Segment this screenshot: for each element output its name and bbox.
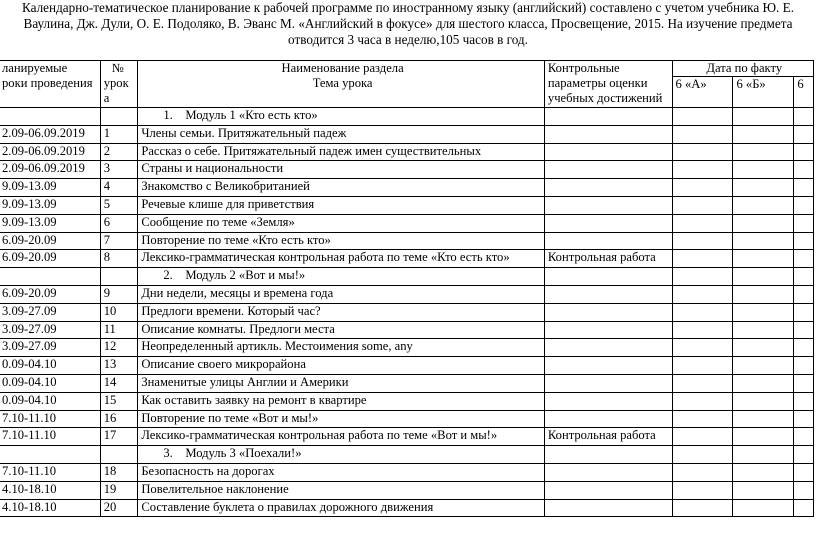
topic-cell: Описание комнаты. Предлоги места	[138, 321, 545, 339]
lesson-number-cell: 13	[100, 357, 138, 375]
lesson-number-cell: 2	[100, 143, 138, 161]
class-6b-cell	[733, 250, 794, 268]
module-row	[0, 446, 814, 464]
control-cell	[544, 143, 672, 161]
table-row	[0, 499, 814, 517]
control-cell	[544, 446, 672, 464]
topic-cell: Лексико-грамматическая контрольная работа по теме «Вот и мы!»	[138, 428, 545, 446]
class-6b-cell	[733, 268, 794, 286]
date-cell: 9.09-13.09	[0, 179, 100, 197]
lesson-plan-table	[0, 60, 814, 517]
topic-cell: Речевые клише для приветствия	[138, 196, 545, 214]
class-6c-cell	[794, 179, 814, 197]
control-cell	[544, 374, 672, 392]
date-cell: 0.09-04.10	[0, 374, 100, 392]
lesson-number-cell: 20	[100, 499, 138, 517]
control-cell	[544, 196, 672, 214]
class-6b-cell	[733, 179, 794, 197]
table-row	[0, 339, 814, 357]
class-6a-cell	[672, 143, 733, 161]
class-6a-cell	[672, 268, 733, 286]
lesson-number-cell: 16	[100, 410, 138, 428]
date-cell	[0, 446, 100, 464]
class-6c-cell	[794, 143, 814, 161]
date-cell: 6.09-20.09	[0, 285, 100, 303]
table-row	[0, 285, 814, 303]
class-6c-cell	[794, 250, 814, 268]
class-6b-cell	[733, 446, 794, 464]
class-6c-cell	[794, 410, 814, 428]
class-6c-cell	[794, 125, 814, 143]
topic-cell: Знаменитые улицы Англии и Америки	[138, 374, 545, 392]
class-6a-cell	[672, 250, 733, 268]
class-6c-cell	[794, 214, 814, 232]
class-6c-cell	[794, 285, 814, 303]
class-6a-cell	[672, 196, 733, 214]
class-6a-cell	[672, 285, 733, 303]
table-row	[0, 125, 814, 143]
topic-cell: Повторение по теме «Вот и мы!»	[138, 410, 545, 428]
topic-cell: Как оставить заявку на ремонт в квартире	[138, 392, 545, 410]
topic-cell: Рассказ о себе. Притяжательный падеж имен существительных	[138, 143, 545, 161]
date-cell	[0, 108, 100, 126]
lesson-number-cell: 5	[100, 196, 138, 214]
class-6a-cell	[672, 303, 733, 321]
date-cell	[0, 268, 100, 286]
date-cell: 6.09-20.09	[0, 232, 100, 250]
class-6c-cell	[794, 481, 814, 499]
table-row	[0, 232, 814, 250]
class-6c-cell	[794, 357, 814, 375]
module-title-cell	[138, 108, 545, 126]
topic-cell: Предлоги времени. Который час?	[138, 303, 545, 321]
class-6c-cell	[794, 499, 814, 517]
class-6c-cell	[794, 339, 814, 357]
class-6a-cell	[672, 499, 733, 517]
lesson-number-cell: 11	[100, 321, 138, 339]
control-cell: Контрольная работа	[544, 428, 672, 446]
class-6c-cell	[794, 446, 814, 464]
date-cell: 6.09-20.09	[0, 250, 100, 268]
module-title: Модуль 2 «Вот и мы!»	[185, 268, 306, 283]
table-row	[0, 321, 814, 339]
lesson-number-cell: 17	[100, 428, 138, 446]
topic-cell: Составление буклета о правилах дорожного движения	[138, 499, 545, 517]
lesson-number-cell: 7	[100, 232, 138, 250]
lesson-number-cell: 9	[100, 285, 138, 303]
class-6a-cell	[672, 357, 733, 375]
class-6a-cell	[672, 161, 733, 179]
control-cell	[544, 463, 672, 481]
table-row	[0, 463, 814, 481]
topic-cell: Знакомство с Великобританией	[138, 179, 545, 197]
lesson-number-cell: 4	[100, 179, 138, 197]
date-cell: 4.10-18.10	[0, 499, 100, 517]
module-title: Модуль 3 «Поехали!»	[185, 446, 302, 461]
class-6a-cell	[672, 214, 733, 232]
topic-cell: Безопасность на дорогах	[138, 463, 545, 481]
class-6c-cell	[794, 321, 814, 339]
class-6b-cell	[733, 392, 794, 410]
topic-cell: Описание своего микрорайона	[138, 357, 545, 375]
class-6c-cell	[794, 196, 814, 214]
lesson-number-cell: 15	[100, 392, 138, 410]
class-6a-cell	[672, 125, 733, 143]
date-cell: 7.10-11.10	[0, 410, 100, 428]
control-cell	[544, 285, 672, 303]
lesson-number-cell: 14	[100, 374, 138, 392]
module-row	[0, 268, 814, 286]
class-6b-cell	[733, 463, 794, 481]
class-6b-cell	[733, 214, 794, 232]
topic-cell: Неопределенный артикль. Местоимения some, any	[138, 339, 545, 357]
lesson-number-cell: 10	[100, 303, 138, 321]
class-6b-cell	[733, 321, 794, 339]
table-row	[0, 214, 814, 232]
module-row	[0, 108, 814, 126]
header-line-2: Ваулина, Дж. Дули, О. Е. Подоляко, В. Эванс М. «Английский в фокусе» для шестого класса, Просвещение, 2015. На изучение предмета	[23, 16, 793, 31]
class-6b-cell	[733, 303, 794, 321]
module-title: Модуль 1 «Кто есть кто»	[185, 108, 318, 122]
lesson-number-cell: 19	[100, 481, 138, 499]
class-6b-cell	[733, 374, 794, 392]
control-cell	[544, 481, 672, 499]
class-6b-cell	[733, 125, 794, 143]
topic-cell: Лексико-грамматическая контрольная работа по теме «Кто есть кто»	[138, 250, 545, 268]
class-6a-cell	[672, 446, 733, 464]
module-title-cell	[138, 446, 545, 464]
table-header-row-1	[0, 61, 814, 77]
document-header	[0, 0, 816, 48]
class-6a-cell	[672, 108, 733, 126]
date-cell: 0.09-04.10	[0, 392, 100, 410]
class-6b-cell	[733, 196, 794, 214]
class-6a-cell	[672, 339, 733, 357]
header-class-6c: 6	[794, 77, 814, 108]
class-6a-cell	[672, 179, 733, 197]
control-cell	[544, 161, 672, 179]
date-cell: 7.10-11.10	[0, 463, 100, 481]
class-6a-cell	[672, 410, 733, 428]
control-cell	[544, 125, 672, 143]
class-6b-cell	[733, 161, 794, 179]
class-6b-cell	[733, 428, 794, 446]
module-title-cell	[138, 268, 545, 286]
class-6a-cell	[672, 232, 733, 250]
class-6b-cell	[733, 410, 794, 428]
header-line-3: отводится 3 часа в неделю,105 часов в год.	[288, 32, 528, 47]
table-row	[0, 143, 814, 161]
class-6c-cell	[794, 463, 814, 481]
control-cell	[544, 268, 672, 286]
class-6b-cell	[733, 232, 794, 250]
class-6a-cell	[672, 428, 733, 446]
control-cell	[544, 108, 672, 126]
date-cell: 3.09-27.09	[0, 339, 100, 357]
date-cell: 2.09-06.09.2019	[0, 143, 100, 161]
date-cell: 0.09-04.10	[0, 357, 100, 375]
topic-cell: Страны и национальности	[138, 161, 545, 179]
class-6c-cell	[794, 232, 814, 250]
control-cell	[544, 499, 672, 517]
class-6c-cell	[794, 268, 814, 286]
class-6b-cell	[733, 481, 794, 499]
control-cell	[544, 232, 672, 250]
header-lesson-number: № урок а	[100, 61, 138, 108]
table-row	[0, 179, 814, 197]
header-class-6b: 6 «Б»	[733, 77, 794, 108]
class-6a-cell	[672, 374, 733, 392]
class-6b-cell	[733, 339, 794, 357]
date-cell: 2.09-06.09.2019	[0, 125, 100, 143]
date-cell: 9.09-13.09	[0, 196, 100, 214]
class-6c-cell	[794, 374, 814, 392]
lesson-number-cell	[100, 108, 138, 126]
table-row	[0, 428, 814, 446]
class-6c-cell	[794, 428, 814, 446]
table-body	[0, 108, 814, 517]
date-cell: 4.10-18.10	[0, 481, 100, 499]
table-row	[0, 481, 814, 499]
control-cell	[544, 410, 672, 428]
date-cell: 7.10-11.10	[0, 428, 100, 446]
table-row	[0, 250, 814, 268]
lesson-number-cell: 12	[100, 339, 138, 357]
header-planned-date: ланируемые роки проведения	[0, 61, 100, 108]
class-6a-cell	[672, 392, 733, 410]
class-6b-cell	[733, 108, 794, 126]
topic-cell: Сообщение по теме «Земля»	[138, 214, 545, 232]
lesson-number-cell: 18	[100, 463, 138, 481]
date-cell: 2.09-06.09.2019	[0, 161, 100, 179]
class-6a-cell	[672, 321, 733, 339]
control-cell	[544, 179, 672, 197]
table-row	[0, 392, 814, 410]
topic-cell: Повторение по теме «Кто есть кто»	[138, 232, 545, 250]
control-cell	[544, 321, 672, 339]
lesson-number-cell: 3	[100, 161, 138, 179]
topic-cell: Повелительное наклонение	[138, 481, 545, 499]
lesson-number-cell	[100, 268, 138, 286]
topic-cell: Члены семьи. Притяжательный падеж	[138, 125, 545, 143]
lesson-number-cell: 1	[100, 125, 138, 143]
header-actual-date: Дата по факту	[672, 61, 813, 77]
header-class-6a: 6 «А»	[672, 77, 733, 108]
module-number: 2.	[163, 268, 173, 283]
class-6c-cell	[794, 392, 814, 410]
class-6b-cell	[733, 357, 794, 375]
class-6c-cell	[794, 161, 814, 179]
module-number: 1.	[163, 108, 173, 122]
control-cell	[544, 303, 672, 321]
lesson-number-cell	[100, 446, 138, 464]
control-cell	[544, 357, 672, 375]
class-6b-cell	[733, 285, 794, 303]
topic-cell: Дни недели, месяцы и времена года	[138, 285, 545, 303]
table-row	[0, 357, 814, 375]
table-row	[0, 196, 814, 214]
lesson-number-cell: 6	[100, 214, 138, 232]
header-line-1: Календарно-тематическое планирование к рабочей программе по иностранному языку (английский) составлено с учетом учебника Ю. Е.	[21, 0, 794, 15]
control-cell	[544, 339, 672, 357]
table-row	[0, 303, 814, 321]
class-6c-cell	[794, 108, 814, 126]
control-cell: Контрольная работа	[544, 250, 672, 268]
module-number: 3.	[163, 446, 173, 461]
class-6a-cell	[672, 481, 733, 499]
table-row	[0, 374, 814, 392]
table-row	[0, 161, 814, 179]
header-section-title: Наименование раздела Тема урока	[138, 61, 545, 108]
date-cell: 3.09-27.09	[0, 303, 100, 321]
control-cell	[544, 392, 672, 410]
class-6b-cell	[733, 499, 794, 517]
class-6b-cell	[733, 143, 794, 161]
control-cell	[544, 214, 672, 232]
class-6a-cell	[672, 463, 733, 481]
date-cell: 3.09-27.09	[0, 321, 100, 339]
header-control-params: Контрольные параметры оценки учебных достижений	[544, 61, 672, 108]
date-cell: 9.09-13.09	[0, 214, 100, 232]
table-row	[0, 410, 814, 428]
class-6c-cell	[794, 303, 814, 321]
lesson-number-cell: 8	[100, 250, 138, 268]
